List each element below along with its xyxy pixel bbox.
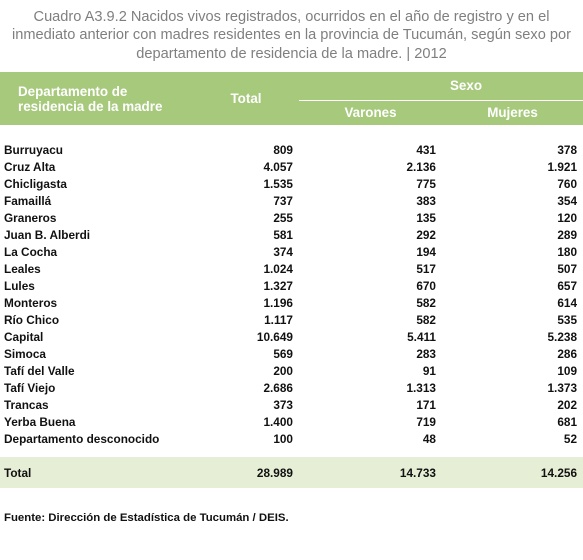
table-body <box>0 125 583 447</box>
total-cell: 374 <box>273 244 293 259</box>
header-sexo: Sexo <box>299 72 583 100</box>
total-cell: 809 <box>273 142 293 157</box>
varones-cell: 135 <box>416 210 436 225</box>
dept-cell: Burruyacu <box>4 142 64 157</box>
mujeres-cell: 681 <box>557 414 578 429</box>
dept-cell: Trancas <box>4 397 49 412</box>
dept-cell: Chicligasta <box>4 176 67 191</box>
table-row <box>0 175 583 192</box>
total-cell: 1.535 <box>263 176 293 191</box>
dept-cell: Juan B. Alberdi <box>4 227 91 242</box>
dept-cell: Famaillá <box>4 193 52 208</box>
mujeres-cell: 614 <box>557 295 578 310</box>
table-row <box>0 379 583 396</box>
total-cell: 737 <box>273 193 293 208</box>
varones-cell: 582 <box>416 312 436 327</box>
table-caption: Cuadro A3.9.2 Nacidos vivos registrados, ocurridos en el año de registro y en el inmediato anterior con madres residentes en la provincia de Tucumán, según sexo por departamento de residencia de la madre. | 2012 <box>12 9 571 62</box>
varones-cell: 5.411 <box>407 329 436 344</box>
mujeres-cell: 1.373 <box>547 380 578 395</box>
mujeres-cell: 180 <box>557 244 578 259</box>
table-row <box>0 396 583 413</box>
births-table <box>0 72 583 488</box>
mujeres-cell: 109 <box>557 363 578 378</box>
table-row <box>0 311 583 328</box>
varones-cell: 194 <box>416 244 436 259</box>
dept-cell: Leales <box>4 261 41 276</box>
table-row <box>0 413 583 430</box>
varones-cell: 517 <box>416 261 436 276</box>
varones-cell: 91 <box>422 363 436 378</box>
dept-cell: Tafí Viejo <box>4 380 56 395</box>
total-cell: 10.649 <box>256 329 293 344</box>
mujeres-cell: 289 <box>557 227 578 242</box>
varones-cell: 283 <box>416 346 436 361</box>
table-footer <box>0 447 583 488</box>
mujeres-cell: 354 <box>557 193 578 208</box>
total-cell: 1.024 <box>263 261 293 276</box>
total-cell: 200 <box>273 363 293 378</box>
varones-cell: 719 <box>416 414 436 429</box>
mujeres-cell: 120 <box>557 210 578 225</box>
total-cell: 1.117 <box>264 312 293 327</box>
table-row <box>0 345 583 362</box>
mujeres-cell: 1.921 <box>547 159 578 174</box>
mujeres-cell: 657 <box>557 278 578 293</box>
mujeres-cell: 507 <box>557 261 578 276</box>
mujeres-cell: 202 <box>557 397 578 412</box>
varones-cell: 383 <box>416 193 436 208</box>
header-total: Total <box>187 72 299 125</box>
table-row <box>0 243 583 260</box>
dept-cell: Yerba Buena <box>4 414 76 429</box>
mujeres-cell: 378 <box>557 142 578 157</box>
total-cell: 1.327 <box>263 278 293 293</box>
table-row <box>0 328 583 345</box>
varones-cell: 292 <box>416 227 436 242</box>
table-header <box>0 72 583 125</box>
table-row <box>0 158 583 175</box>
total-total: 28.989 <box>187 457 299 488</box>
varones-cell: 670 <box>416 278 436 293</box>
total-cell: 4.057 <box>263 159 293 174</box>
total-cell: 255 <box>273 210 293 225</box>
table-row <box>0 362 583 379</box>
dept-cell: Graneros <box>4 210 57 225</box>
table-row <box>0 277 583 294</box>
table-row <box>0 260 583 277</box>
total-cell: 373 <box>273 397 293 412</box>
table-row <box>0 192 583 209</box>
dept-cell: Departamento desconocido <box>4 431 160 446</box>
varones-cell: 171 <box>416 397 436 412</box>
total-cell: 2.686 <box>263 380 293 395</box>
dept-cell: La Cocha <box>4 244 58 259</box>
mujeres-cell: 760 <box>557 176 578 191</box>
total-cell: 1.196 <box>263 295 293 310</box>
header-department: Departamento de residencia de la madre <box>0 72 187 125</box>
dept-cell: Cruz Alta <box>4 159 56 174</box>
total-varones: 14.733 <box>299 457 442 488</box>
varones-cell: 582 <box>416 295 436 310</box>
total-cell: 1.400 <box>263 414 293 429</box>
total-cell: 581 <box>273 227 293 242</box>
table-row <box>0 209 583 226</box>
dept-cell: Capital <box>4 329 44 344</box>
total-cell: 100 <box>273 431 293 446</box>
dept-cell: Simoca <box>4 346 46 361</box>
mujeres-cell: 535 <box>557 312 578 327</box>
mujeres-cell: 5.238 <box>547 329 578 344</box>
total-cell: 569 <box>273 346 293 361</box>
dept-cell: Monteros <box>4 295 58 310</box>
table-row <box>0 141 583 158</box>
dept-cell: Lules <box>4 278 35 293</box>
header-mujeres: Mujeres <box>442 100 583 125</box>
source-note: Fuente: Dirección de Estadística de Tucumán / DEIS. <box>4 512 289 524</box>
table-row <box>0 294 583 311</box>
varones-cell: 1.313 <box>406 380 436 395</box>
total-mujeres: 14.256 <box>442 457 583 488</box>
dept-cell: Río Chico <box>4 312 60 327</box>
table-row <box>0 226 583 243</box>
mujeres-cell: 286 <box>557 346 578 361</box>
varones-cell: 48 <box>422 431 436 446</box>
table-row <box>0 430 583 447</box>
total-row <box>0 457 583 488</box>
header-varones: Varones <box>299 100 442 125</box>
varones-cell: 431 <box>416 142 436 157</box>
mujeres-cell: 52 <box>563 431 578 446</box>
dept-cell: Tafí del Valle <box>4 363 75 378</box>
total-label: Total <box>0 457 187 488</box>
varones-cell: 775 <box>416 176 436 191</box>
varones-cell: 2.136 <box>406 159 436 174</box>
